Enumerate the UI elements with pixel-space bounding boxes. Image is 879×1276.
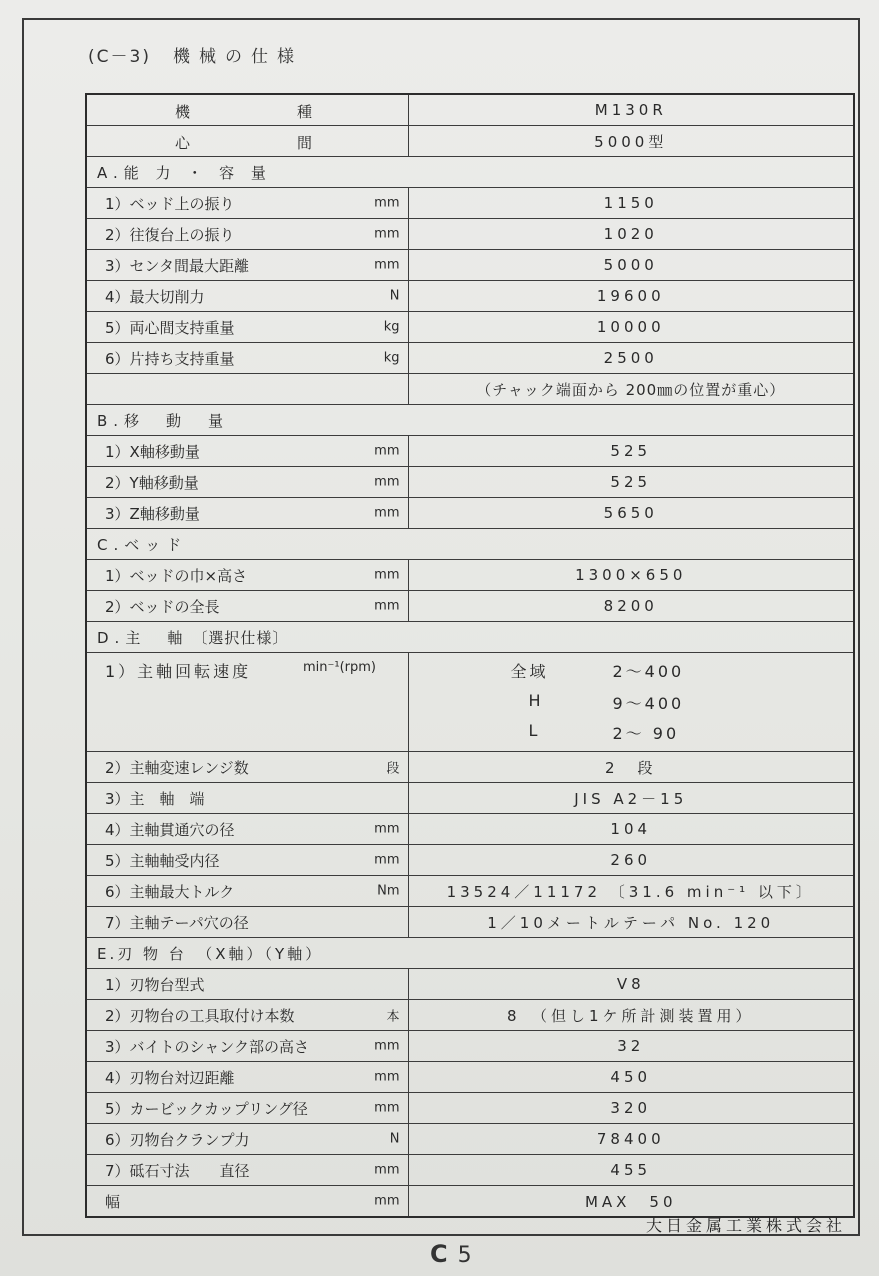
spec-label: 1）ベッドの巾×高さ [105,566,248,585]
spec-row [86,560,854,591]
spec-row [86,591,854,622]
spec-value: 8 （但し1ケ所計測装置用） [408,1000,854,1031]
category-b-title: B.移 動 量 [86,405,854,436]
spec-row [86,876,854,907]
category-row-c [86,529,854,560]
spec-unit: mm [374,474,400,490]
header-label-a: 機 [175,103,191,121]
spec-unit: mm [374,567,400,583]
spec-label: 3）センタ間最大距離 [105,256,249,275]
page-number: C 5 [430,1240,472,1268]
spec-label: 2）Y軸移動量 [105,473,199,492]
spec-value: 2 段 [408,752,854,783]
spec-unit: kg [383,350,400,366]
spec-row [86,436,854,467]
spec-unit: mm [374,257,400,273]
spec-row [86,1155,854,1186]
weight-note: （チャック端面から 200㎜の位置が重心） [408,374,854,405]
spec-unit: N [389,288,400,304]
spec-table [85,93,855,1218]
spec-value: 5000 [408,250,854,281]
spec-label: 6）主軸最大トルク [105,882,235,901]
spec-label: 1）刃物台型式 [105,975,205,994]
category-a-title: A.能 力 ・ 容 量 [86,157,854,188]
spec-unit: mm [374,1100,400,1116]
spec-unit: mm [374,1038,400,1054]
header-label-b: 種 [297,103,313,121]
spec-value: 1／10メートルテーパ No. 120 [408,907,854,938]
category-e-title: E.刃 物 台 （X軸）（Y軸） [86,938,854,969]
spec-row [86,1000,854,1031]
spec-value: 2500 [408,343,854,374]
spec-row [86,467,854,498]
spec-value: 1300×650 [408,560,854,591]
spec-unit: mm [374,505,400,521]
header-label-b: 間 [297,134,313,152]
spec-row [86,498,854,529]
spec-row [86,219,854,250]
spec-value: 320 [408,1093,854,1124]
header-row-model [86,94,854,126]
spec-label: 3）バイトのシャンク部の高さ [105,1037,309,1056]
spec-unit: mm [374,1162,400,1178]
category-row-a [86,157,854,188]
spec-label: 2）刃物台の工具取付け本数 [105,1006,295,1025]
spec-value: 78400 [408,1124,854,1155]
spec-unit: mm [374,226,400,242]
speed-range-value: 2～400 [612,662,685,681]
spec-row [86,1124,854,1155]
spec-row [86,188,854,219]
spec-label: 4）主軸貫通穴の径 [105,820,235,839]
spec-row [86,281,854,312]
spec-row [86,814,854,845]
spec-label: 2）ベッドの全長 [105,597,220,616]
spec-value: 1150 [408,188,854,219]
spec-label: 1）ベッド上の振り [105,194,235,213]
spec-row [86,312,854,343]
spec-unit: kg [383,319,400,335]
spec-unit: mm [374,598,400,614]
section-code: (C－3) [88,47,151,67]
spec-label: 2）主軸変速レンジ数 [105,758,249,777]
speed-range-name: 全域 [510,662,549,681]
spec-label: 5）主軸軸受内径 [105,851,220,870]
spec-label: 6）片持ち支持重量 [105,349,235,368]
page-letter: C [430,1240,448,1268]
spec-label: 3）Z軸移動量 [105,504,200,523]
spindle-speed-unit: min⁻¹(rpm) [303,660,376,675]
spec-row [86,783,854,814]
spec-value: 32 [408,1031,854,1062]
model-value: M130R [408,94,854,126]
category-d-title: D.主 軸 [97,628,189,647]
spec-label: 4）刃物台対辺距離 [105,1068,235,1087]
spec-value: 525 [408,436,854,467]
center-value: 5000型 [408,126,854,157]
spec-value: 8200 [408,591,854,622]
category-c-title: C.ベッド [86,529,854,560]
speed-range-name: H [528,691,544,710]
spec-unit: N [389,1131,400,1147]
company-name: 大日金属工業株式会社 [645,1216,846,1235]
spec-row [86,1031,854,1062]
spec-value: 1020 [408,219,854,250]
spec-label: 6）刃物台クランプ力 [105,1130,250,1149]
spec-label: 7）主軸テーパ穴の径 [105,913,249,932]
section-title [88,42,303,67]
spec-unit: mm [374,1193,400,1209]
spec-unit: 段 [386,761,400,777]
optional-spec-note: 〔選択仕様〕 [192,628,289,647]
speed-range-value: 2～ 90 [612,724,680,743]
header-label-a: 心 [175,134,191,152]
spec-unit: mm [374,821,400,837]
spec-value: 525 [408,467,854,498]
spec-label: 幅 [105,1192,121,1211]
spec-value: JIS A2－15 [408,783,854,814]
spec-label: 1）X軸移動量 [105,442,200,461]
spec-row [86,1093,854,1124]
spec-unit: mm [374,1069,400,1085]
category-row-d [86,622,854,653]
spec-value: 19600 [408,281,854,312]
spindle-speed-row [86,653,854,752]
header-row-center [86,126,854,157]
spec-row [86,343,854,374]
category-row-b [86,405,854,436]
spec-row [86,752,854,783]
speed-range-value: 9～400 [612,694,685,713]
spec-unit: mm [374,443,400,459]
spec-value: MAX 50 [408,1186,854,1218]
spec-label: 5）カービックカップリング径 [105,1099,308,1118]
spec-value: 5650 [408,498,854,529]
spec-value: 13524／11172 〔31.6 min⁻¹ 以下〕 [408,876,854,907]
spec-value: 10000 [408,312,854,343]
spec-row [86,250,854,281]
spec-value: V8 [408,969,854,1000]
spec-unit: 本 [386,1009,400,1025]
spec-row [86,1062,854,1093]
spec-label: 2）往復台上の振り [105,225,235,244]
spec-label: 5）両心間支持重量 [105,318,235,337]
note-row [86,374,854,405]
spec-value: 450 [408,1062,854,1093]
section-heading: 機械の仕様 [172,47,303,67]
spec-label: 3）主 軸 端 [105,789,205,808]
spec-row [86,969,854,1000]
spec-unit: Nm [377,883,400,899]
spec-value: 455 [408,1155,854,1186]
category-row-e [86,938,854,969]
spindle-speed-label: 1）主軸回転速度 [105,662,252,681]
spec-unit: mm [374,852,400,868]
spec-label: 7）砥石寸法 直径 [105,1161,250,1180]
spec-value: 104 [408,814,854,845]
spec-row [86,907,854,938]
speed-range-name: L [528,721,541,740]
spec-value: 260 [408,845,854,876]
spec-row [86,845,854,876]
spec-label: 4）最大切削力 [105,287,205,306]
spec-unit: mm [374,195,400,211]
